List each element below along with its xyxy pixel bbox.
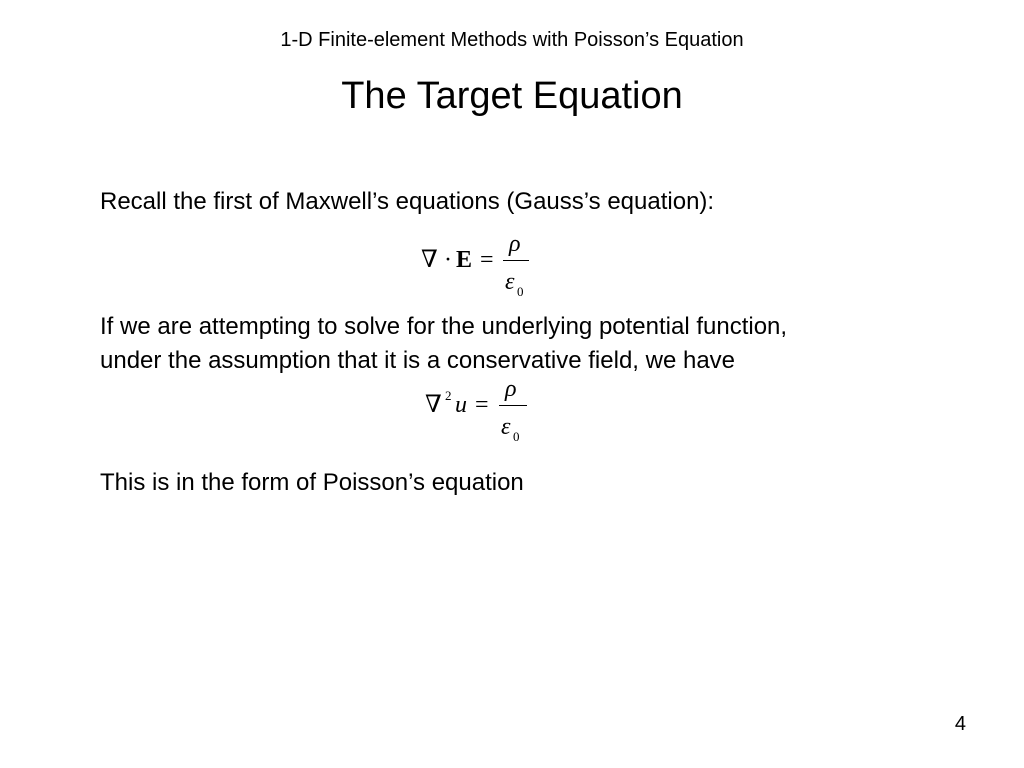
dot-operator: · bbox=[444, 247, 452, 273]
paragraph-potential bbox=[100, 310, 960, 378]
gauss-equation bbox=[421, 230, 541, 300]
poisson-equation bbox=[425, 377, 545, 447]
laplacian-superscript: 2 bbox=[445, 388, 452, 403]
rho-numerator: ρ bbox=[505, 376, 517, 402]
equals-sign: = bbox=[480, 247, 494, 273]
paragraph-gauss-intro: Recall the first of Maxwell’s equations (Gauss’s equation): bbox=[100, 188, 715, 215]
nabla-symbol: ∇ bbox=[421, 247, 438, 273]
paragraph-potential-line1: If we are attempting to solve for the underlying potential function, bbox=[100, 313, 788, 340]
equals-sign: = bbox=[475, 392, 489, 418]
electric-field-symbol: E bbox=[456, 247, 473, 273]
nabla-symbol: ∇ bbox=[425, 392, 442, 418]
page-number: 4 bbox=[954, 713, 966, 735]
paragraph-poisson: This is in the form of Poisson’s equation bbox=[100, 469, 524, 496]
fraction-bar bbox=[499, 405, 527, 406]
epsilon-subscript: 0 bbox=[517, 284, 524, 299]
fraction-bar bbox=[503, 260, 529, 261]
epsilon-denominator: ε bbox=[501, 414, 511, 440]
slide-header: 1-D Finite-element Methods with Poisson’s Equation bbox=[280, 29, 744, 51]
slide-title: The Target Equation bbox=[341, 75, 683, 117]
potential-variable: u bbox=[455, 392, 467, 418]
paragraph-potential-line2: under the assumption that it is a conservative field, we have bbox=[100, 347, 736, 374]
epsilon-subscript: 0 bbox=[513, 429, 520, 444]
epsilon-denominator: ε bbox=[505, 269, 515, 295]
rho-numerator: ρ bbox=[509, 231, 521, 257]
